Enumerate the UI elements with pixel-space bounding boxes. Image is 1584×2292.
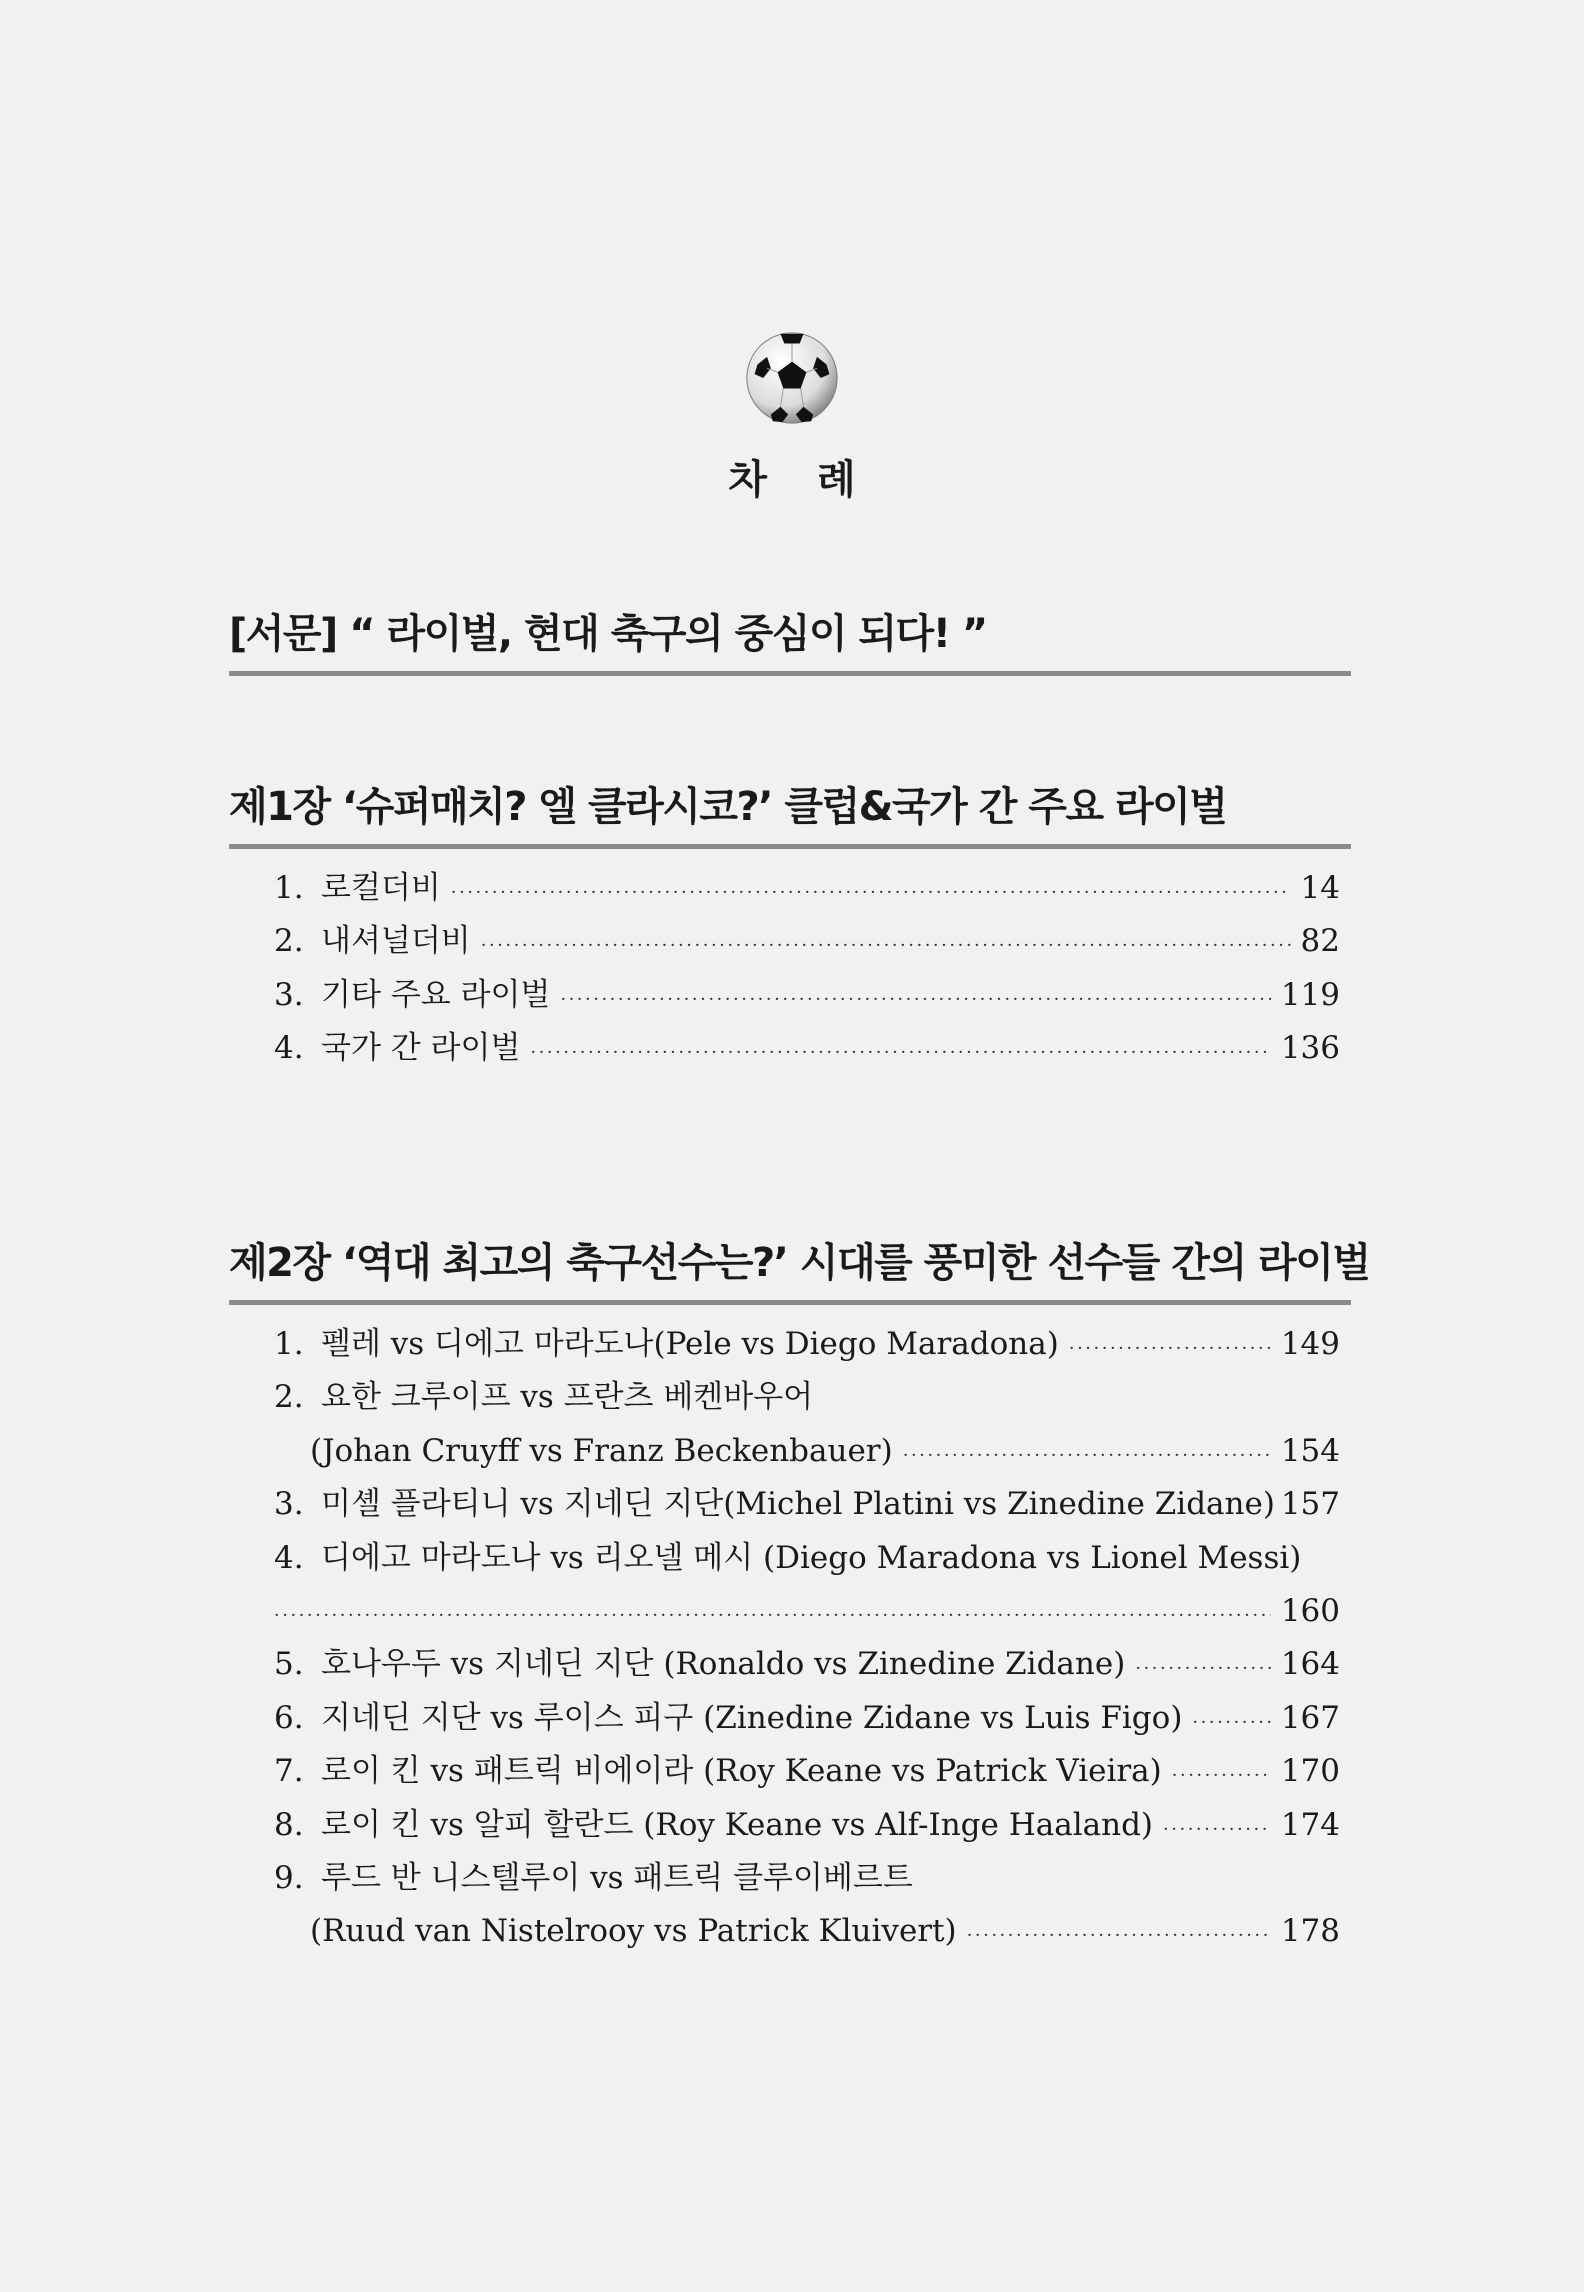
entry-number: 4. bbox=[274, 1539, 304, 1576]
chapter2-toc bbox=[274, 1318, 1340, 1959]
entry-page: 170 bbox=[1280, 1753, 1340, 1790]
toc-entry[interactable] bbox=[274, 969, 1340, 1022]
toc-entry[interactable] bbox=[274, 1478, 1340, 1531]
entry-page: 167 bbox=[1280, 1699, 1340, 1736]
entry-number: 4. bbox=[274, 1030, 304, 1067]
entry-subtitle: (Ruud van Nistelrooy vs Patrick Kluivert) bbox=[310, 1913, 957, 1950]
toc-entry[interactable] bbox=[274, 1022, 1340, 1075]
entry-page: 178 bbox=[1280, 1913, 1340, 1950]
entry-title: 내셔널더비 bbox=[321, 923, 471, 960]
entry-number: 1. bbox=[274, 870, 304, 906]
toc-entry[interactable] bbox=[274, 1852, 1340, 1905]
entry-title: 펠레 vs 디에고 마라도나(Pele vs Diego Maradona) bbox=[321, 1326, 1059, 1362]
entry-page: 149 bbox=[1280, 1326, 1340, 1362]
leader-dots bbox=[903, 1429, 1271, 1482]
toc-entry-continuation[interactable] bbox=[274, 1905, 1340, 1958]
toc-entry-continuation[interactable] bbox=[274, 1585, 1340, 1638]
entry-title: 지네딘 지단 vs 루이스 피구 (Zinedine Zidane vs Luis Figo) bbox=[321, 1699, 1183, 1736]
entry-title: 루드 반 니스텔루이 vs 패트릭 클루이베르트 bbox=[321, 1859, 913, 1896]
entry-page: 154 bbox=[1280, 1432, 1340, 1469]
toc-entry[interactable] bbox=[274, 1318, 1340, 1371]
entry-page: 82 bbox=[1300, 923, 1340, 960]
toc-entry[interactable] bbox=[274, 1799, 1340, 1852]
toc-entry[interactable] bbox=[274, 862, 1340, 915]
toc-entry[interactable] bbox=[274, 1745, 1340, 1798]
leader-dots bbox=[967, 1909, 1271, 1962]
entry-number: 3. bbox=[274, 1486, 304, 1523]
toc-entry[interactable] bbox=[274, 1371, 1340, 1424]
preface-heading[interactable]: [서문] “ 라이벌, 현대 축구의 중심이 되다! ” bbox=[229, 602, 1351, 676]
toc-entry[interactable] bbox=[274, 915, 1340, 968]
soccer-ball-icon bbox=[744, 330, 840, 426]
leader-dots bbox=[1163, 1803, 1271, 1856]
entry-title: 로이 킨 vs 패트릭 비에이라 (Roy Keane vs Patrick Vieira) bbox=[321, 1753, 1162, 1790]
entry-page: 174 bbox=[1280, 1806, 1340, 1843]
entry-number: 9. bbox=[274, 1859, 304, 1896]
leader-dots bbox=[451, 866, 1291, 919]
entry-page: 136 bbox=[1280, 1030, 1340, 1067]
entry-page: 119 bbox=[1280, 976, 1340, 1013]
entry-page: 14 bbox=[1300, 870, 1340, 906]
leader-dots bbox=[274, 1589, 1271, 1642]
page-title: 차 례 bbox=[728, 457, 874, 503]
toc-entry[interactable] bbox=[274, 1638, 1340, 1691]
leader-dots bbox=[1069, 1322, 1271, 1375]
entry-number: 2. bbox=[274, 1379, 304, 1416]
toc-entry[interactable] bbox=[274, 1532, 1340, 1585]
chapter1-heading[interactable]: 제1장 ‘슈퍼매치? 엘 클라시코?’ 클럽&국가 간 주요 라이벌 bbox=[229, 775, 1351, 849]
entry-title: 호나우두 vs 지네딘 지단 (Ronaldo vs Zinedine Zidane) bbox=[321, 1646, 1126, 1683]
entry-number: 6. bbox=[274, 1699, 304, 1736]
entry-title: 로이 킨 vs 알피 할란드 (Roy Keane vs Alf-Inge Haaland) bbox=[321, 1806, 1154, 1843]
toc-entry-continuation[interactable] bbox=[274, 1425, 1340, 1478]
leader-dots bbox=[1192, 1696, 1270, 1749]
entry-number: 3. bbox=[274, 976, 304, 1013]
entry-title: 국가 간 라이벌 bbox=[321, 1030, 521, 1067]
entry-number: 7. bbox=[274, 1753, 304, 1790]
chapter2-heading[interactable]: 제2장 ‘역대 최고의 축구선수는?’ 시대를 풍미한 선수들 간의 라이벌 bbox=[229, 1231, 1351, 1305]
entry-page: 164 bbox=[1280, 1646, 1340, 1683]
entry-page: 160 bbox=[1280, 1592, 1340, 1629]
entry-number: 2. bbox=[274, 923, 304, 960]
entry-number: 5. bbox=[274, 1646, 304, 1683]
entry-number: 8. bbox=[274, 1806, 304, 1843]
leader-dots bbox=[1172, 1749, 1271, 1802]
entry-title: 요한 크루이프 vs 프란츠 베켄바우어 bbox=[321, 1379, 814, 1416]
entry-title: 미셸 플라티니 vs 지네딘 지단(Michel Platini vs Zinedine Zidane) bbox=[321, 1486, 1275, 1523]
entry-page: 157 bbox=[1280, 1486, 1340, 1523]
leader-dots bbox=[481, 919, 1291, 972]
leader-dots bbox=[530, 1026, 1270, 1079]
entry-title: 기타 주요 라이벌 bbox=[321, 976, 551, 1013]
entry-title: 디에고 마라도나 vs 리오넬 메시 (Diego Maradona vs Lionel Messi) bbox=[321, 1539, 1302, 1576]
leader-dots bbox=[1135, 1642, 1271, 1695]
toc-entry[interactable] bbox=[274, 1692, 1340, 1745]
chapter1-toc bbox=[274, 862, 1340, 1076]
leader-dots bbox=[560, 973, 1270, 1026]
entry-subtitle: (Johan Cruyff vs Franz Beckenbauer) bbox=[310, 1432, 893, 1469]
entry-title: 로컬더비 bbox=[321, 870, 441, 906]
entry-number: 1. bbox=[274, 1326, 304, 1362]
